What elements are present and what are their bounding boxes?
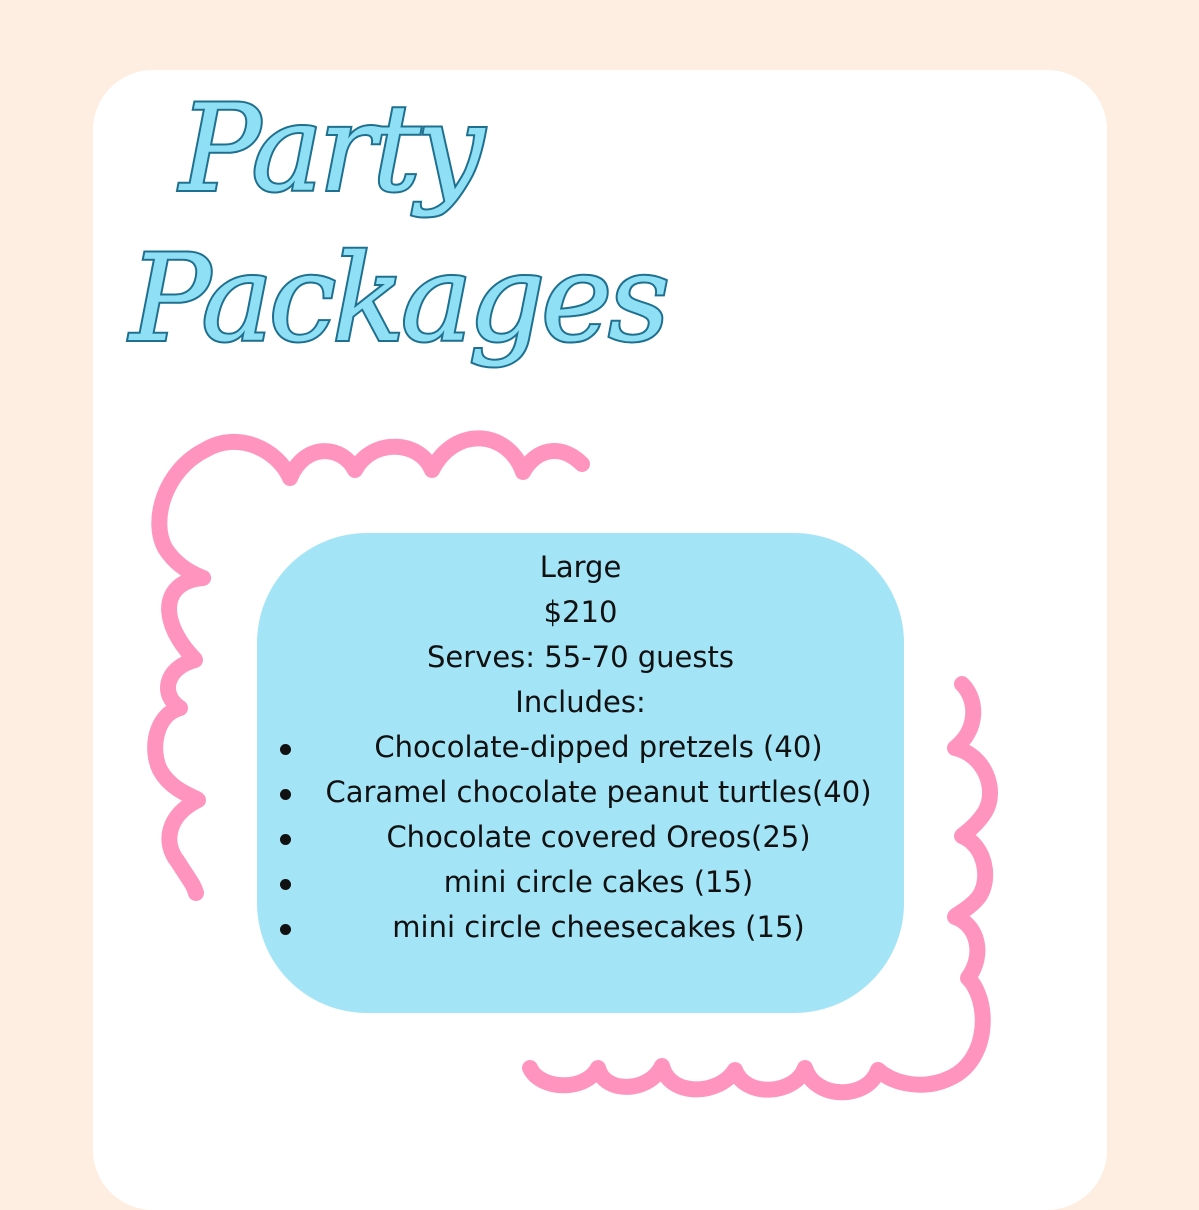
- title-svg: [120, 70, 666, 400]
- list-item-label: mini circle cakes (15): [443, 865, 754, 899]
- package-size: Large: [539, 550, 622, 584]
- party-packages-title: [120, 70, 666, 400]
- list-item-label: Chocolate-dipped pretzels (40): [374, 730, 823, 764]
- package-info-box: [257, 533, 904, 1013]
- list-item-label: mini circle cheesecakes (15): [392, 910, 805, 944]
- includes-label: Includes:: [515, 685, 646, 719]
- title-line-2: Packages: [130, 230, 666, 369]
- package-serves: Serves: 55-70 guests: [427, 640, 734, 674]
- package-price: $210: [543, 595, 618, 629]
- list-item-label: Chocolate covered Oreos(25): [386, 820, 811, 854]
- title-line-1: Party: [180, 80, 481, 219]
- list-item-label: Caramel chocolate peanut turtles(40): [325, 775, 872, 809]
